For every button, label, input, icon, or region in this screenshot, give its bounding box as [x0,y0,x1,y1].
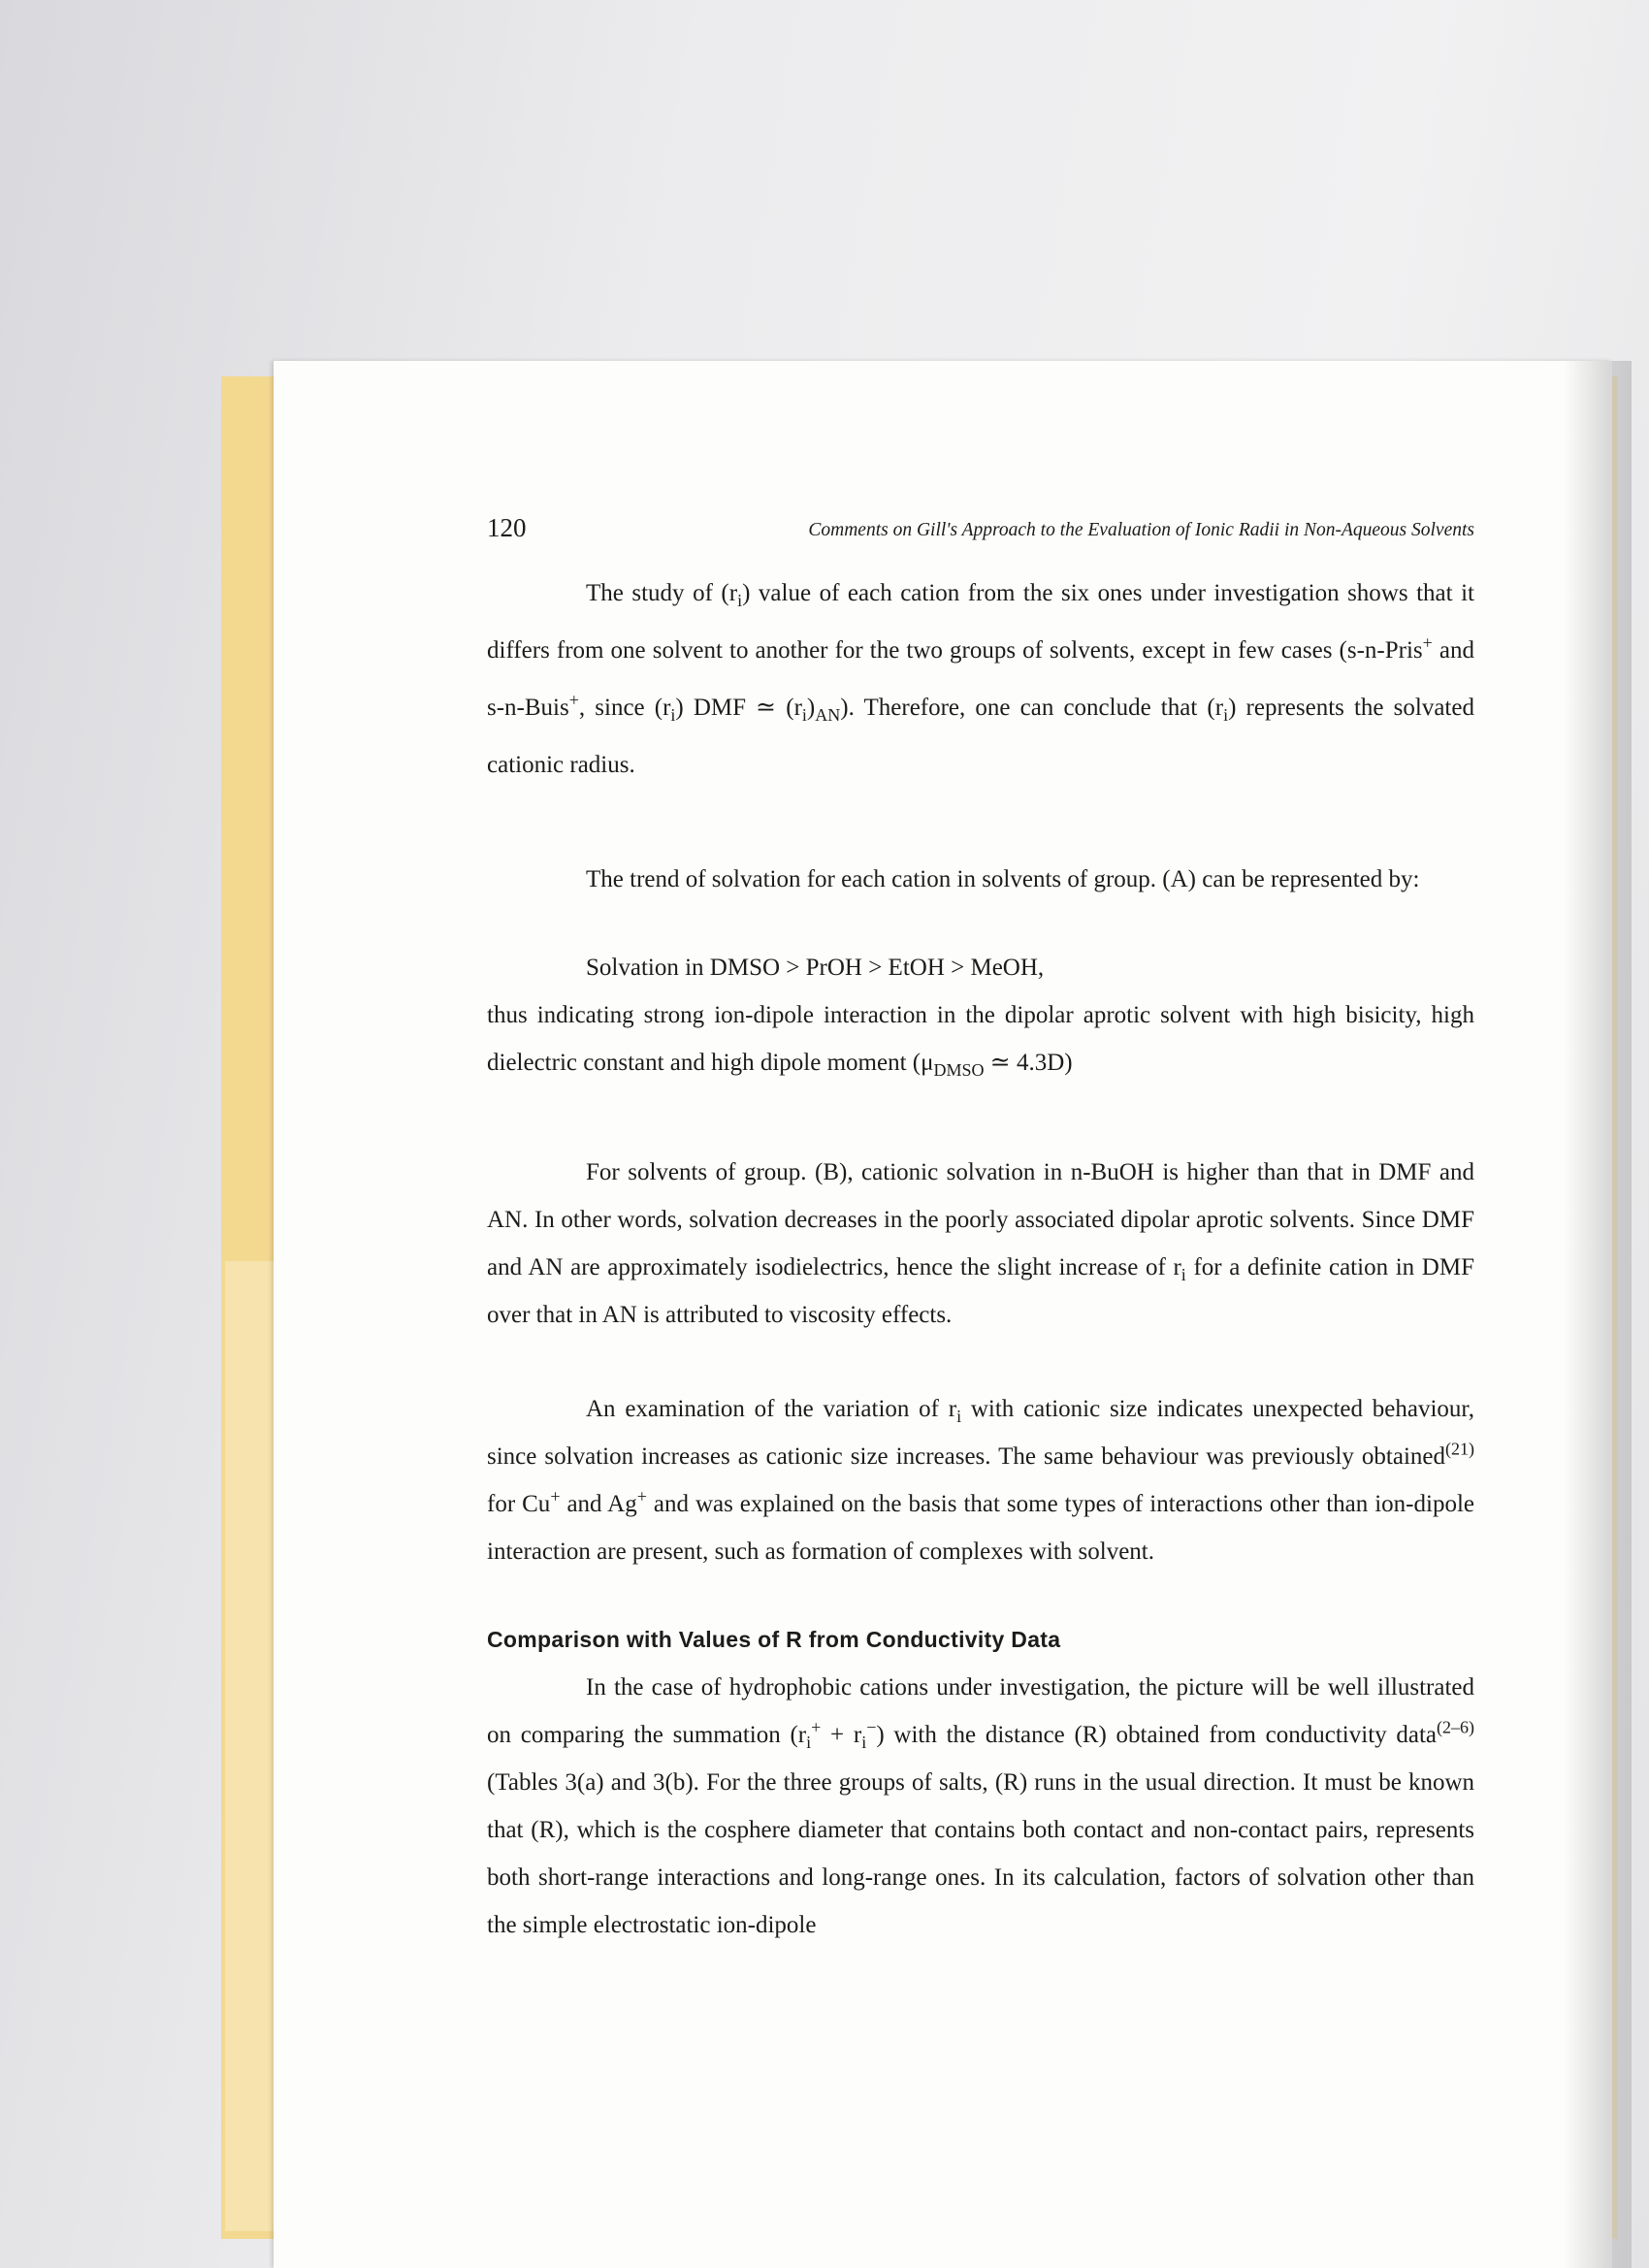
paragraph-ion-dipole: thus indicating strong ion-dipole interaction in the dipolar aprotic solvent with high bisicity, high dielectric constant and high dipole moment ($\mu_{DMSO}$ ≃ 4.3D) [487,1002,1474,1080]
paragraph-cation-radius: The study of $(r_i)$ value of each cation from the six ones under investigation shows that it differs from one solvent to another for the two groups of solvents, except in few cases (s-n-Pris+ and s-n-Buis+, since $(r_i)$ DMF ≃ $(r_i)_{AN}$). Therefore, one can conclude that $(r_i)$ represents the solvated cationic radius. [487,580,1474,778]
paragraph-hydrophobic-cations: In the case of hydrophobic cations under investigation, the picture will be well illustrated on comparing the summation $(r_i^+ + r_i^-)$ with the distance (R) obtained from conductivity data$^{(2-6)}$ (Tables 3(a) and 3(b). For the three groups of salts, (R) runs in the usual direction. It must be known that (R), which is the cosphere diameter that contains both contact and non-contact pairs, represents both short-range interactions and long-range ones. In its calculation, factors of solvation other than the simple electrostatic ion-dipole [487,1674,1475,1938]
paragraph-group-b: For solvents of group. (B), cationic solvation in n-BuOH is higher than that in DMF and AN. In other words, solvation decreases in the poorly associated dipolar aprotic solvents. Since DMF and AN are approximately isodielectrics, hence the slight increase of $r_i$ for a definite cation in DMF over that in AN is attributed to viscosity effects. [487,1159,1474,1328]
section-heading: Comparison with Values of R from Conductivity Data [487,1627,1061,1652]
page-number: 120 [487,513,527,542]
page-header [487,506,1474,565]
paragraph-solvation-trend: The trend of solvation for each cation in solvents of group. (A) can be represented by: [586,866,1420,892]
page-content [487,506,1474,1949]
solvation-formula: Solvation in DMSO > PrOH > EtOH > MeOH, [586,955,1045,981]
page-edge-shadow [1564,361,1632,2268]
paragraph-cationic-size: An examination of the variation of $r_i$ with cationic size indicates unexpected behaviour, since solvation increases as cationic size increases. The same behaviour was previously obtained$^{(21)}$ for Cu+ and Ag+ and was explained on the basis that some types of interactions other than ion-dipole interaction are present, such as formation of complexes with solvent. [487,1396,1475,1565]
running-title: Comments on Gill's Approach to the Evaluation of Ionic Radii in Non-Aqueous Solvents [808,520,1474,540]
